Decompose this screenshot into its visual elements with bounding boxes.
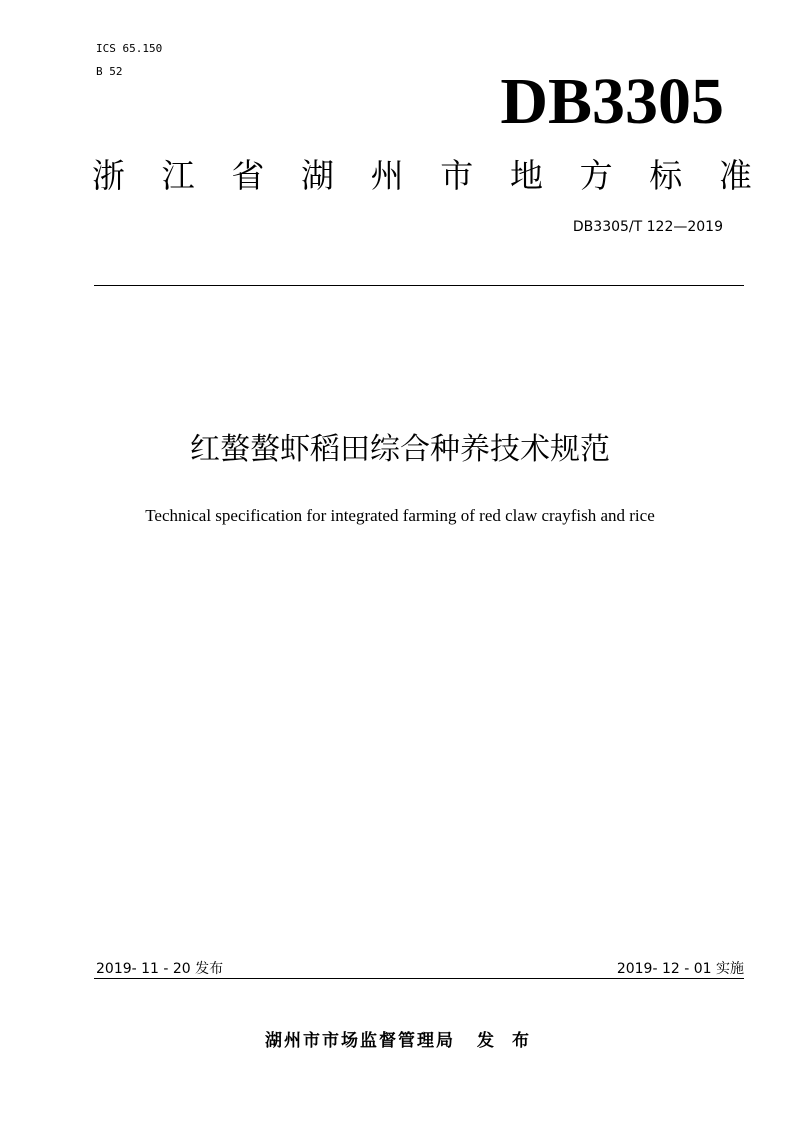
standard-type-char: 方 xyxy=(579,156,613,195)
standard-type-char: 市 xyxy=(440,156,474,195)
ics-code: ICS 65.150 xyxy=(96,42,163,55)
standard-code: DB3305 xyxy=(500,65,724,138)
publisher-organization: 湖州市市场监督管理局 xyxy=(265,1031,456,1051)
standard-type-char: 浙 xyxy=(92,156,125,195)
issue-date: 2019- 11 - 20 发布 xyxy=(96,961,224,977)
standard-number: DB3305/T 122—2019 xyxy=(572,219,723,235)
standard-type-char: 湖 xyxy=(300,156,334,195)
standard-type-char: 地 xyxy=(509,156,543,195)
standard-type-char: 州 xyxy=(370,156,404,195)
ccs-code: B 52 xyxy=(96,65,123,78)
standard-type-heading xyxy=(92,156,752,196)
standard-type-char: 江 xyxy=(161,156,195,195)
standard-type-char: 标 xyxy=(649,156,683,195)
publisher-line xyxy=(0,1030,800,1052)
standard-type-char: 准 xyxy=(718,156,752,195)
bottom-divider xyxy=(94,978,744,979)
implementation-date: 2019- 12 - 01 实施 xyxy=(616,961,744,977)
top-divider xyxy=(94,285,744,286)
standard-type-char: 省 xyxy=(231,156,265,195)
publish-action: 发 布 xyxy=(477,1031,535,1051)
chinese-title: 红螯螯虾稻田综合种养技术规范 xyxy=(190,432,610,467)
english-title: Technical specification for integrated farming of red claw crayfish and rice xyxy=(145,506,655,525)
